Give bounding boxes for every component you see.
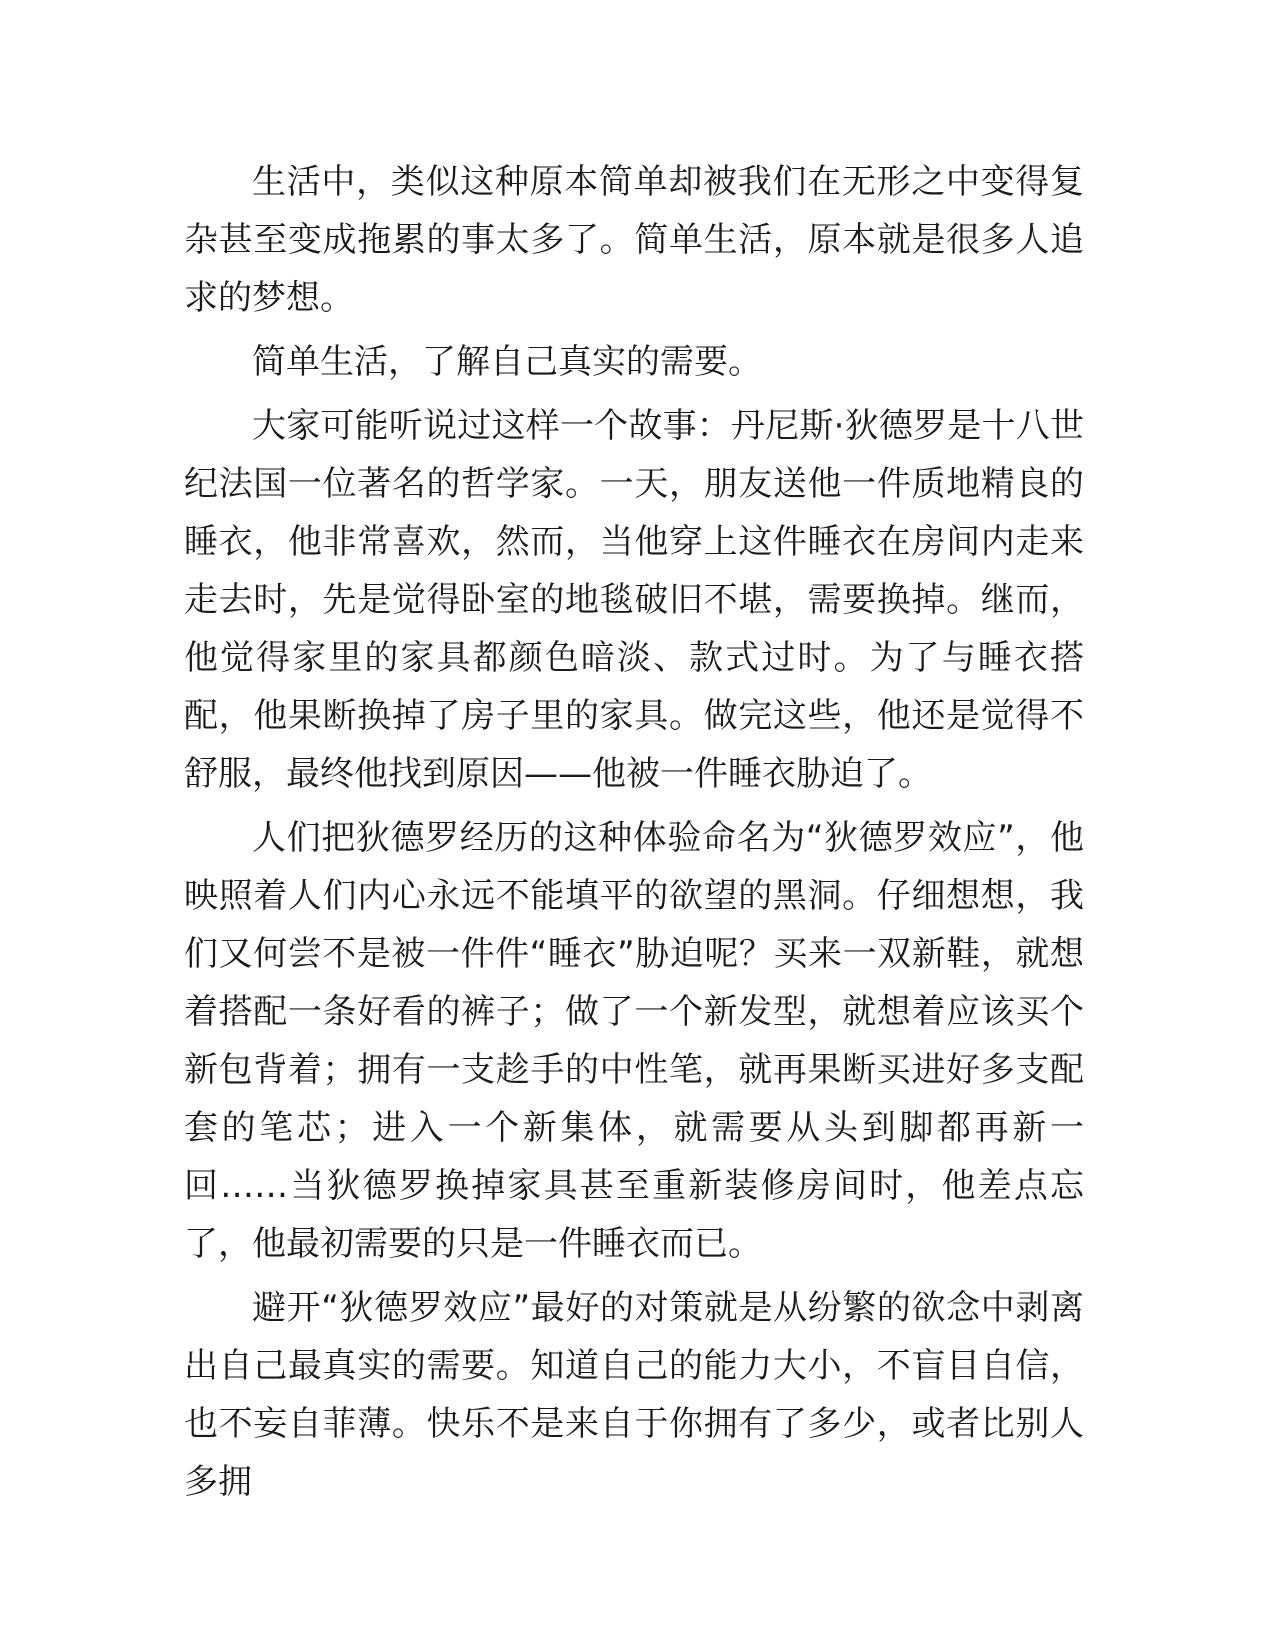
document-body (184, 153, 1084, 1517)
paragraph-5: 避开“狄德罗效应”最好的对策就是从纷繁的欲念中剥离出自己最真实的需要。知道自己的能力大小，不盲目自信，也不妄自菲薄。快乐不是来自于你拥有了多少，或者比别人多拥 (184, 1288, 1084, 1502)
paragraph-3: 大家可能听说过这样一个故事：丹尼斯·狄德罗是十八世纪法国一位著名的哲学家。一天，朋友送他一件质地精良的睡衣，他非常喜欢，然而，当他穿上这件睡衣在房间内走来走去时，先是觉得卧室的地毯破旧不堪，需要换掉。继而，他觉得家里的家具都颜色暗淡、款式过时。为了与睡衣搭配，他果断换掉了房子里的家具。做完这些，他还是觉得不舒服，最终他找到原因——他被一件睡衣胁迫了。 (184, 406, 1084, 794)
paragraph-1: 生活中，类似这种原本简单却被我们在无形之中变得复杂甚至变成拖累的事太多了。简单生活，原本就是很多人追求的梦想。 (184, 162, 1084, 318)
paragraph-4: 人们把狄德罗经历的这种体验命名为“狄德罗效应”，他映照着人们内心永远不能填平的欲望的黑洞。仔细想想，我们又何尝不是被一件件“睡衣”胁迫呢？买来一双新鞋，就想着搭配一条好看的裤子；做了一个新发型，就想着应该买个新包背着；拥有一支趁手的中性笔，就再果断买进好多支配套的笔芯；进入一个新集体，就需要从头到脚都再新一回……当狄德罗换掉家具甚至重新装修房间时，他差点忘了，他最初需要的只是一件睡衣而已。 (184, 818, 1084, 1264)
paragraph-2: 简单生活，了解自己真实的需要。 (252, 342, 762, 382)
